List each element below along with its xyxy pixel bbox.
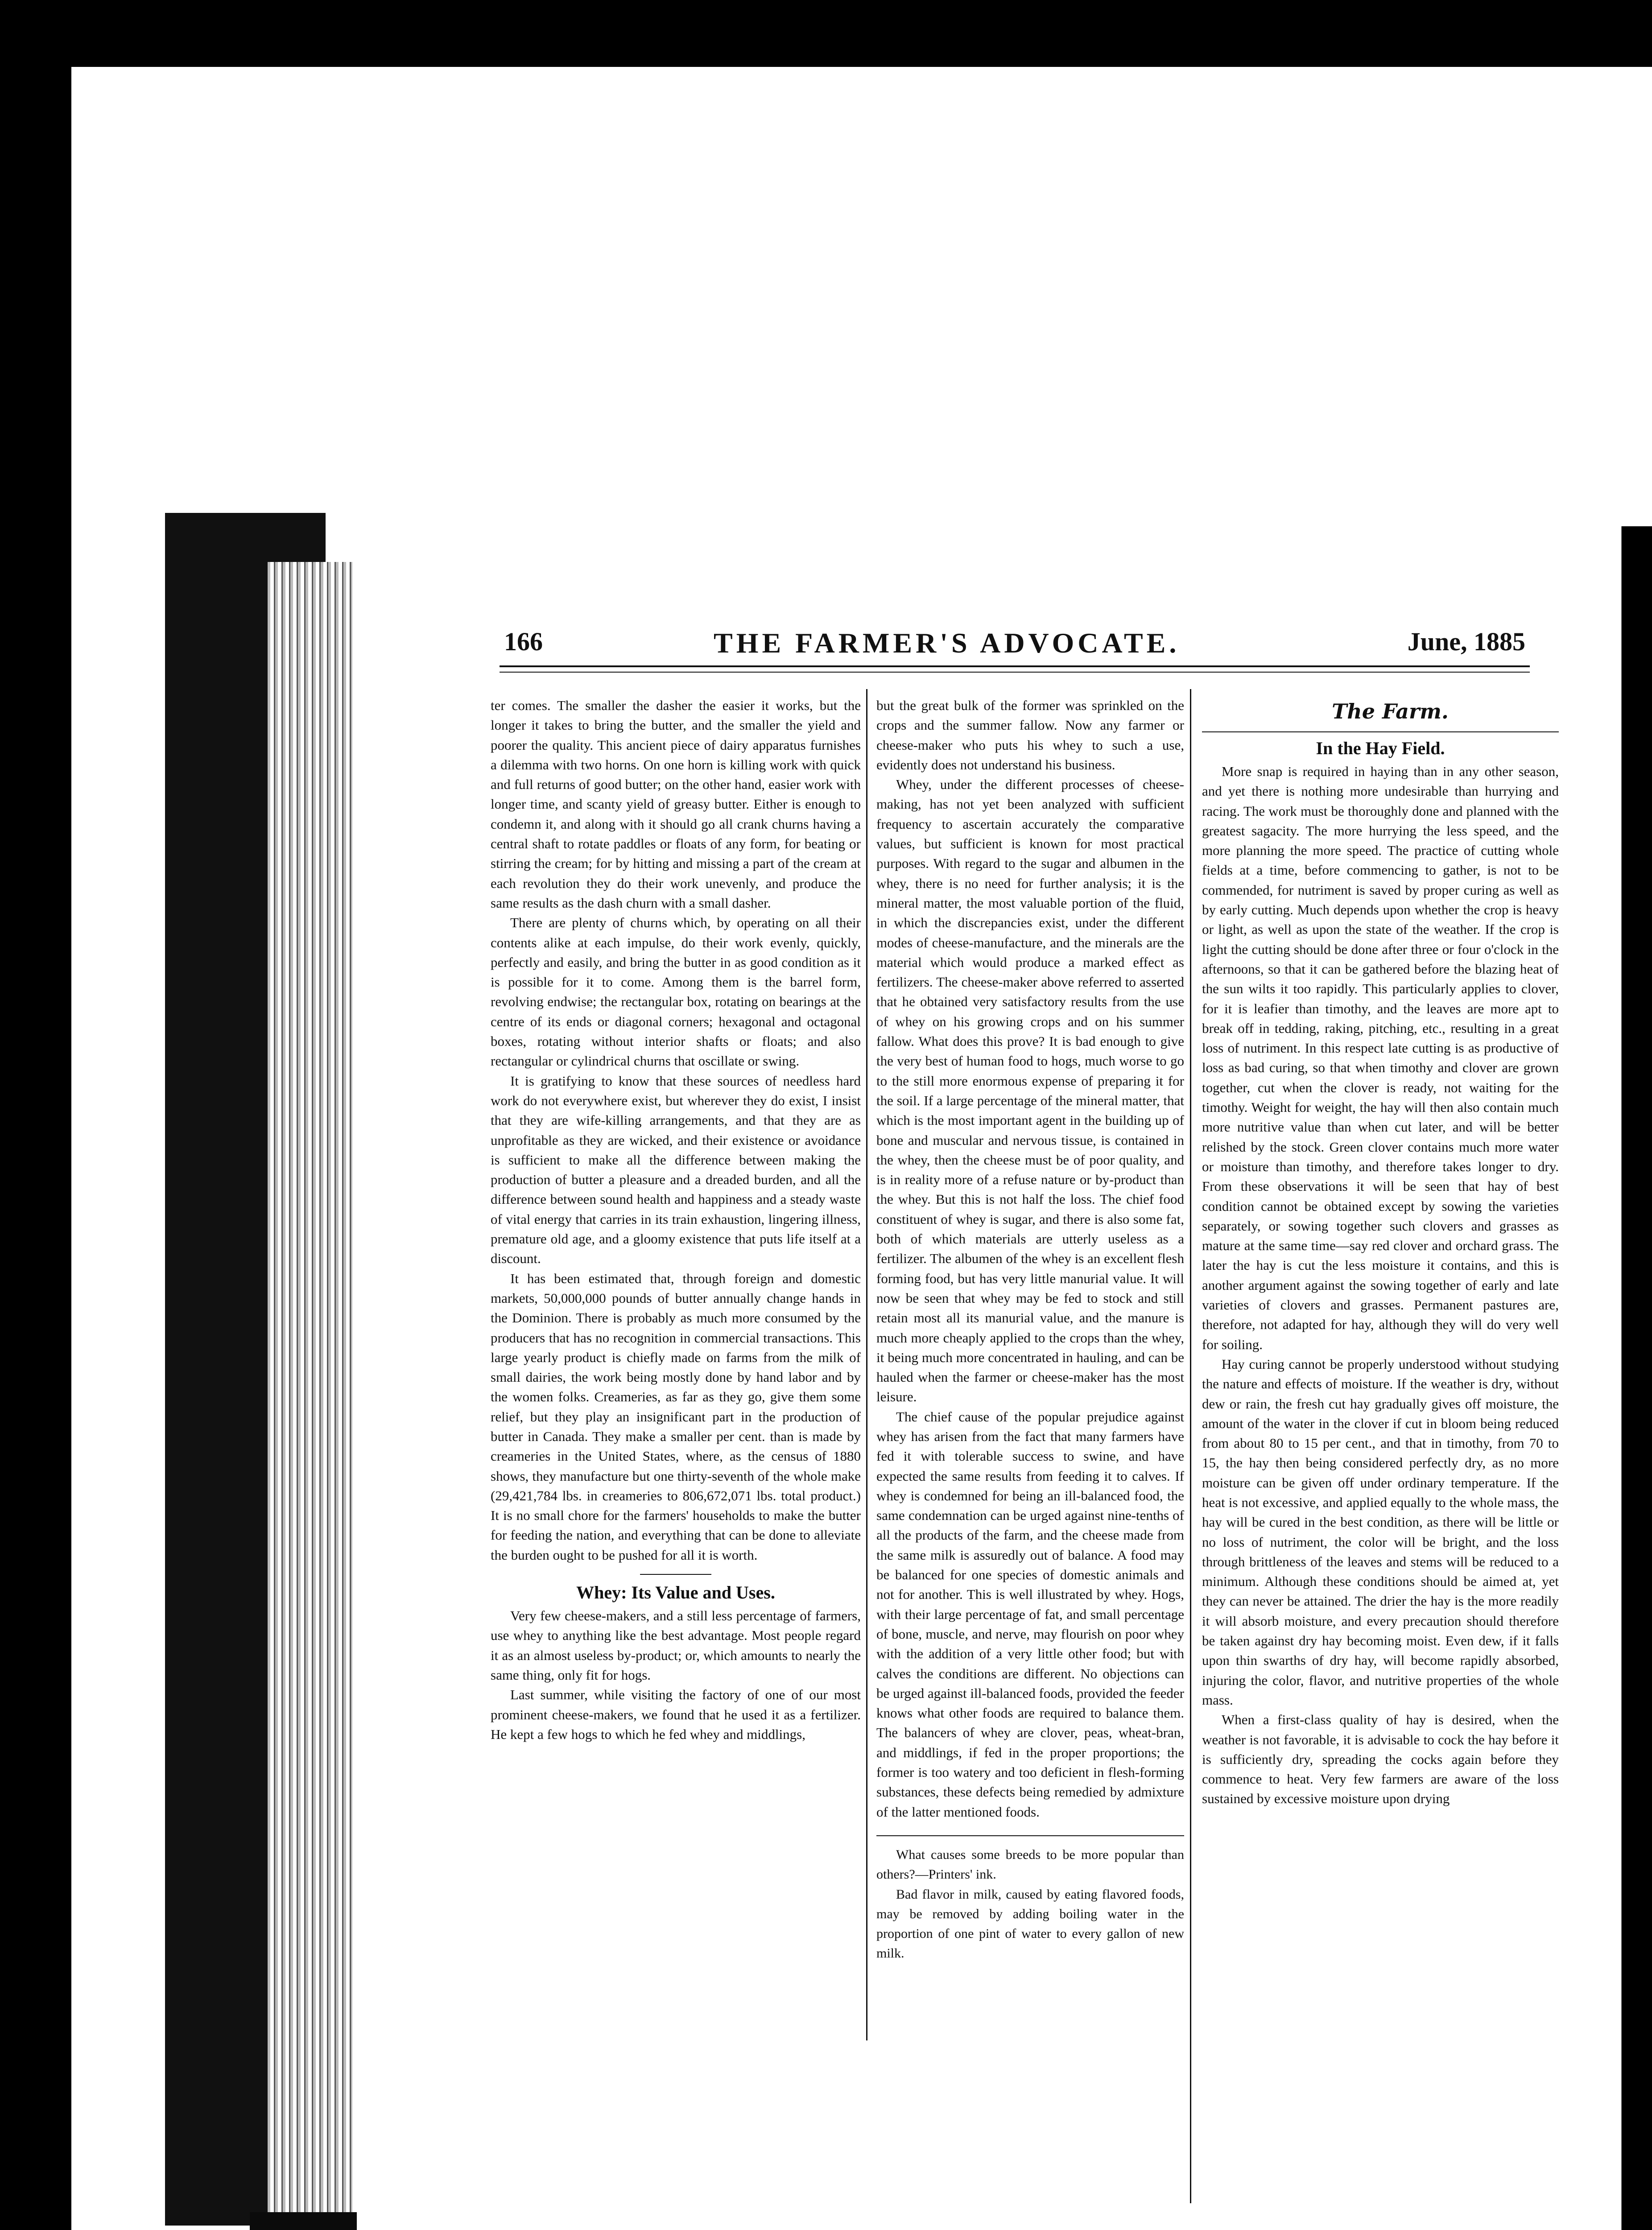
- column-3: [1202, 696, 1559, 1809]
- article-heading-hay-field: In the Hay Field.: [1316, 738, 1445, 758]
- page-number: 166: [504, 627, 543, 656]
- column-2: [876, 696, 1184, 1964]
- page-header: [504, 627, 1525, 659]
- paragraph: Bad flavor in milk, caused by eating flavored foods, may be removed by adding boiling water in the proportion of one pint of water to every gallon of new milk.: [876, 1887, 1184, 1961]
- masthead-title: THE FARMER'S ADVOCATE.: [714, 627, 1180, 659]
- paragraph: Whey, under the different processes of cheese-making, has not yet been analyzed with sufficient frequency to ascertain accurately the comparative values, but sufficient is known for most practical purposes. With regard to the sugar and albumen in the whey, there is no need for further analysis; it is the mineral matter, the most valuable portion of the fluid, in which the discrepancies exist, under the different modes of cheese-manufacture, and the minerals are the material which would produce a marked effect as fertilizers. The cheese-maker above referred to asserted that he obtained very satisfactory results from the use of whey on his growing crops and on his summer fallow. What does this prove? It is bad enough to give the very best of human food to hogs, much worse to go to the still more enormous expense of preparing it for the soil. If a large percentage of the mineral matter, that which is the most important agent in the building up of bone and muscular and nervous tissue, is contained in the whey, then the cheese must be of poor quality, and is in reality more of a refuse nature or by-product than the whey. But this is not half the loss. The chief food constituent of whey is sugar, and there is also some fat, both of which materials are utterly useless as a fertilizer. The albumen of the whey is an excellent flesh forming food, but has very little manurial value. It will now be seen that whey may be fed to stock and still retain most all its manurial value, and the manure is much more cheaply applied to the crops than the whey, it being much more concentrated in hauling, and can be hauled when the farmer or cheese-maker has the most leisure.: [876, 776, 1184, 1405]
- page-stack-edge: [268, 562, 352, 2230]
- article-heading-whey: Whey: Its Value and Uses.: [576, 1582, 775, 1603]
- paragraph: When a first-class quality of hay is desired, when the weather is not favorable, it is advisable to cock the hay before it is sufficiently dry, spreading the cocks again before they commence to heat. Very few farmers are aware of the loss sustained by excessive moisture upon drying: [1202, 1712, 1559, 1807]
- header-rule: [500, 665, 1530, 673]
- paragraph: Very few cheese-makers, and a still less percentage of farmers, use whey to anything like the best advantage. Most people regard it as an almost useless by-product; or, which amounts to nearly the same thing, only fit for hogs.: [491, 1608, 861, 1683]
- paragraph: There are plenty of churns which, by operating on all their contents alike at each impulse, do their work evenly, quickly, perfectly and easily, and bring the butter in as good condition as it is possible for it to come. Among them is the barrel form, revolving endwise; the rectangular box, rotating on bearings at the centre of its ends or diagonal corners; hexagonal and octagonal boxes, rotating without interior shafts or floats; and also rectangular or cylindrical churns that oscillate or swing.: [491, 915, 861, 1069]
- paragraph: Last summer, while visiting the factory of one of our most prominent cheese-makers, we found that he used it as a fertilizer. He kept a few hogs to which he fed whey and middlings,: [491, 1687, 861, 1742]
- paragraph: It has been estimated that, through foreign and domestic markets, 50,000,000 pounds of butter annually change hands in the Dominion. There is probably as much more consumed by the producers that has no recognition in commercial transactions. This large yearly product is chiefly made on farms from the milk of small dairies, the work being mostly done by hand labor and by the women folks. Creameries, as far as they go, give them some relief, but they play an insignificant part in the production of butter in Canada. They make a smaller per cent. than is made by creameries in the United States, where, as the census of 1880 shows, they manufacture but one thirty-seventh of the whole make (29,421,784 lbs. in creameries to 806,672,071 lbs. total product.) It is no small chore for the farmers' households to make the butter for feeding the nation, and everything that can be done to alleviate the burden ought to be pushed for all it is worth.: [491, 1270, 861, 1563]
- section-rule: [876, 1835, 1184, 1836]
- section-rule: [1202, 731, 1559, 732]
- paragraph: It is gratifying to know that these sources of needless hard work do not everywhere exist, but wherever they do exist, I insist that they are wife-killing arrangements, and that they are as unprofitable as they are wicked, and their existence or avoidance is sufficient to make all the difference between making the production of butter a pleasure and a dreaded burden, and all the difference between sound health and happiness and a steady waste of vital energy that carries in its train exhaustion, lingering illness, premature old age, and a gloomy existence that puts life itself at a discount.: [491, 1073, 861, 1267]
- paragraph: Hay curing cannot be properly understood without studying the nature and effects of moisture. If the weather is dry, without dew or rain, the fresh cut hay gradually gives off moisture, the amount of the water in the clover if cut in bloom being reduced from about 80 to 15 per cent., and that in timothy, from 70 to 15, the hay then being considered perfectly dry, as no more moisture can be given off under ordinary temperature. If the heat is not excessive, and applied equally to the whole mass, the hay will be cured in the best condition, as there will be little or no loss of nutriment, the color will be bright, and the loss through brittleness of the leaves and stems will be reduced to a minimum. Although these conditions should be aimed at, yet they can never be attained. The drier the hay is the more readily it will absorb moisture, and every precaution should therefore be taken against dry hay becoming moist. Even dew, if it falls upon thin swarths of dry hay, will become rapidly absorbed, injuring the color, flavor, and nutritive properties of the whole mass.: [1202, 1356, 1559, 1708]
- paragraph: More snap is required in haying than in any other season, and yet there is nothing more undesirable than hurrying and racing. The work must be thoroughly done and planned with the greatest sagacity. The more hurrying the less speed, and the more planning the more speed. The practice of cutting whole fields at a time, before commencing to gather, is not to be commended, for nutriment is saved by proper curing as well as by early cutting. Much depends upon whether the crop is heavy or light, as well as upon the state of the weather. If the crop is light the cutting should be done after three or four o'clock in the afternoons, so that it can be gathered before the blazing heat of the sun wilts it too rapidly. This particularly applies to clover, for it is leafier than timothy, and the leaves are more apt to break off in tedding, raking, pitching, etc., resulting in a great loss of nutriment. In this respect late cutting is as productive of loss as bad curing, so that when timothy and clover are grown together, cut when the clover is ready, not waiting for the timothy. Weight for weight, the hay will then also contain much more nutritive value than when cut later, and will be better relished by the stock. Green clover contains much more water or moisture than timothy, and therefore takes longer to dry. From these observations it will be seen that hay of best condition cannot be obtained except by sowing the varieties separately, or sowing together such clovers and grasses as mature at the same time—say red clover and orchard grass. The later the hay is cut the less moisture it contains, and this is another argument against the sowing together of early and late varieties of clovers and grasses. Permanent pastures are, therefore, not adapted for hay, although they will do very well for soiling.: [1202, 764, 1559, 1352]
- paragraph: The chief cause of the popular prejudice against whey has arisen from the fact that many farmers have fed it with tolerable success to swine, and have expected the same results from feeding it to calves. If whey is condemned for being an ill-balanced food, the same condemnation can be urged against nine-tenths of all the products of the farm, and the cheese made from the same milk is assuredly out of balance. A food may be balanced for one species of domestic animals and not for another. This is well illustrated by whey. Hogs, with their large percentage of fat, and small percentage of bone, muscle, and nerve, may flourish on poor whey with the addition of a very little other food; but with calves the conditions are different. No objections can be urged against ill-balanced foods, provided the feeder knows what other foods are required to balance them. The balancers of whey are clover, peas, wheat-bran, and middlings, if fed in the proper proportions; the former is too watery and too deficient in flesh-forming substances, these defects being remedied by admixture of the latter mentioned foods.: [876, 1408, 1184, 1820]
- department-heading: The Farm.: [1332, 699, 1449, 723]
- column-divider: [1190, 689, 1191, 2203]
- paragraph: but the great bulk of the former was sprinkled on the crops and the summer fallow. Now any farmer or cheese-maker who puts his whey to such a use, evidently does not understand his business.: [876, 698, 1184, 772]
- section-rule: [640, 1574, 711, 1575]
- paragraph: What causes some breeds to be more popular than others?—Printers' ink.: [876, 1847, 1184, 1882]
- issue-date: June, 1885: [1407, 627, 1525, 656]
- column-1: [491, 696, 861, 1744]
- paragraph: ter comes. The smaller the dasher the easier it works, but the longer it takes to bring the butter, and the smaller the yield and poorer the quality. This ancient piece of dairy apparatus furnishes a dilemma with two horns. On one horn is killing work with quick and full returns of good butter; on the other hand, easier work with longer time, and scanty yield of greasy butter. Either is enough to condemn it, and along with it should go all crank churns having a central shaft to rotate paddles or floats of any form, for beating or stirring the cream; for by hitting and missing a part of the cream at each revolution they do their work unevenly, and produce the same results as the dash churn with a small dasher.: [491, 698, 861, 911]
- column-divider: [866, 689, 867, 2040]
